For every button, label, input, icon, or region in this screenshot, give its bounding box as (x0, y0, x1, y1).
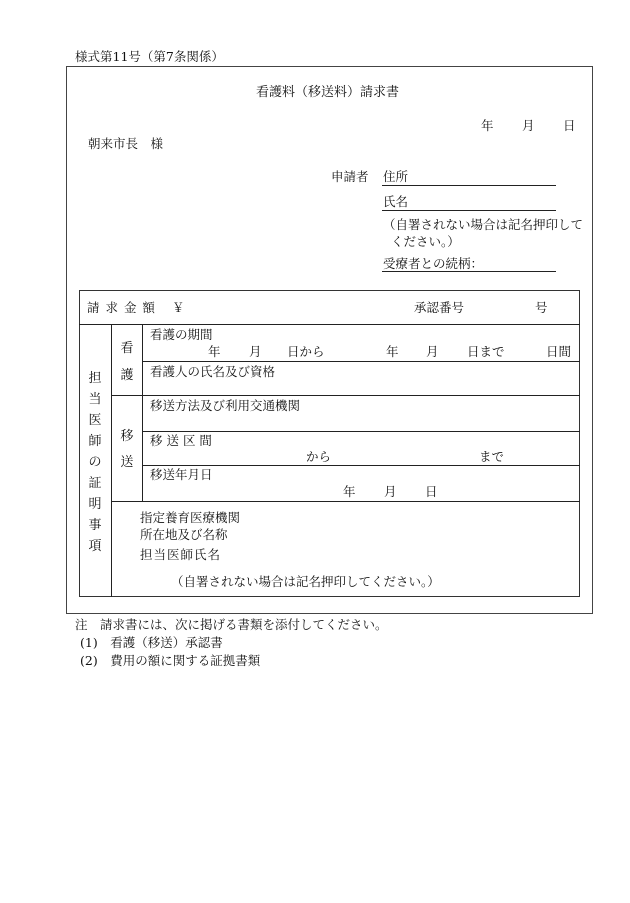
nurse-name-qualification-label: 看護人の氏名及び資格 (150, 364, 276, 379)
attachment-item-1: (1) 看護（移送）承認書 (80, 635, 223, 650)
claim-amount-label: 請 求 金 額 (87, 300, 156, 315)
period-to-year: 年 (386, 344, 399, 359)
transport-institution-divider (111, 501, 580, 502)
doctor-certification-side-label: 担 当 医 師 の 証 明 事 項 (88, 371, 102, 554)
signature-note-line2: ください。） (391, 234, 460, 249)
approval-number-label: 承認番号 (414, 300, 465, 315)
attending-doctor-name-label: 担当医師氏名 (140, 547, 222, 562)
relation-underline[interactable] (382, 271, 556, 272)
designated-institution-label: 指定養育医療機関 (140, 510, 241, 525)
transport-to: まで (479, 449, 505, 464)
period-from-day: 日から (287, 344, 325, 359)
period-from-month: 月 (249, 344, 262, 359)
nursing-period-divider (142, 361, 580, 362)
applicant-label: 申請者 (331, 169, 369, 184)
address-underline[interactable] (382, 185, 556, 186)
institution-address-name-label: 所在地及び名称 (140, 527, 228, 542)
sub-label-column-divider (142, 324, 143, 501)
institution-signature-note: （自署されない場合は記名押印してください。） (171, 574, 440, 589)
yen-sign: ￥ (172, 300, 185, 315)
transport-date-month: 月 (384, 484, 397, 499)
form-number: 様式第11号（第7条関係） (75, 49, 224, 64)
date-year-label: 年 (481, 118, 494, 133)
period-to-month: 月 (426, 344, 439, 359)
attachment-item-2: (2) 費用の額に関する証拠書類 (80, 653, 261, 668)
transport-from: から (306, 449, 332, 464)
relation-label: 受療者との続柄： (383, 256, 484, 271)
transport-method-label: 移送方法及び利用交通機関 (150, 398, 301, 413)
attachment-note-heading: 注 請求書には、次に掲げる書類を添付してください。 (75, 617, 388, 632)
name-underline[interactable] (382, 210, 556, 211)
period-from-year: 年 (208, 344, 221, 359)
transport-section-label: 移 送 (120, 429, 134, 470)
period-days: 日間 (546, 344, 572, 359)
transport-date-label: 移送年月日 (150, 467, 213, 482)
transport-date-day: 日 (425, 484, 438, 499)
addressee: 朝来市長 様 (88, 136, 164, 151)
period-to-day: 日まで (467, 344, 505, 359)
date-day-label: 日 (563, 118, 576, 133)
transport-method-divider (142, 431, 580, 432)
nursing-section-label: 看 護 (120, 341, 134, 383)
approval-number-suffix: 号 (535, 300, 548, 315)
amount-row-divider (79, 324, 580, 325)
nursing-period-label: 看護の期間 (150, 327, 213, 342)
side-column-divider (111, 324, 112, 597)
nursing-transport-divider (111, 395, 580, 396)
name-label: 氏名 (383, 194, 409, 209)
document-title: 看護料（移送料）請求書 (256, 85, 400, 100)
transport-section-divider (142, 465, 580, 466)
signature-note-line1: （自署されない場合は記名押印して (383, 217, 584, 232)
address-label: 住所 (383, 169, 409, 184)
transport-date-year: 年 (343, 484, 356, 499)
date-month-label: 月 (522, 118, 535, 133)
transport-section-range-label: 移 送 区 間 (150, 433, 212, 448)
